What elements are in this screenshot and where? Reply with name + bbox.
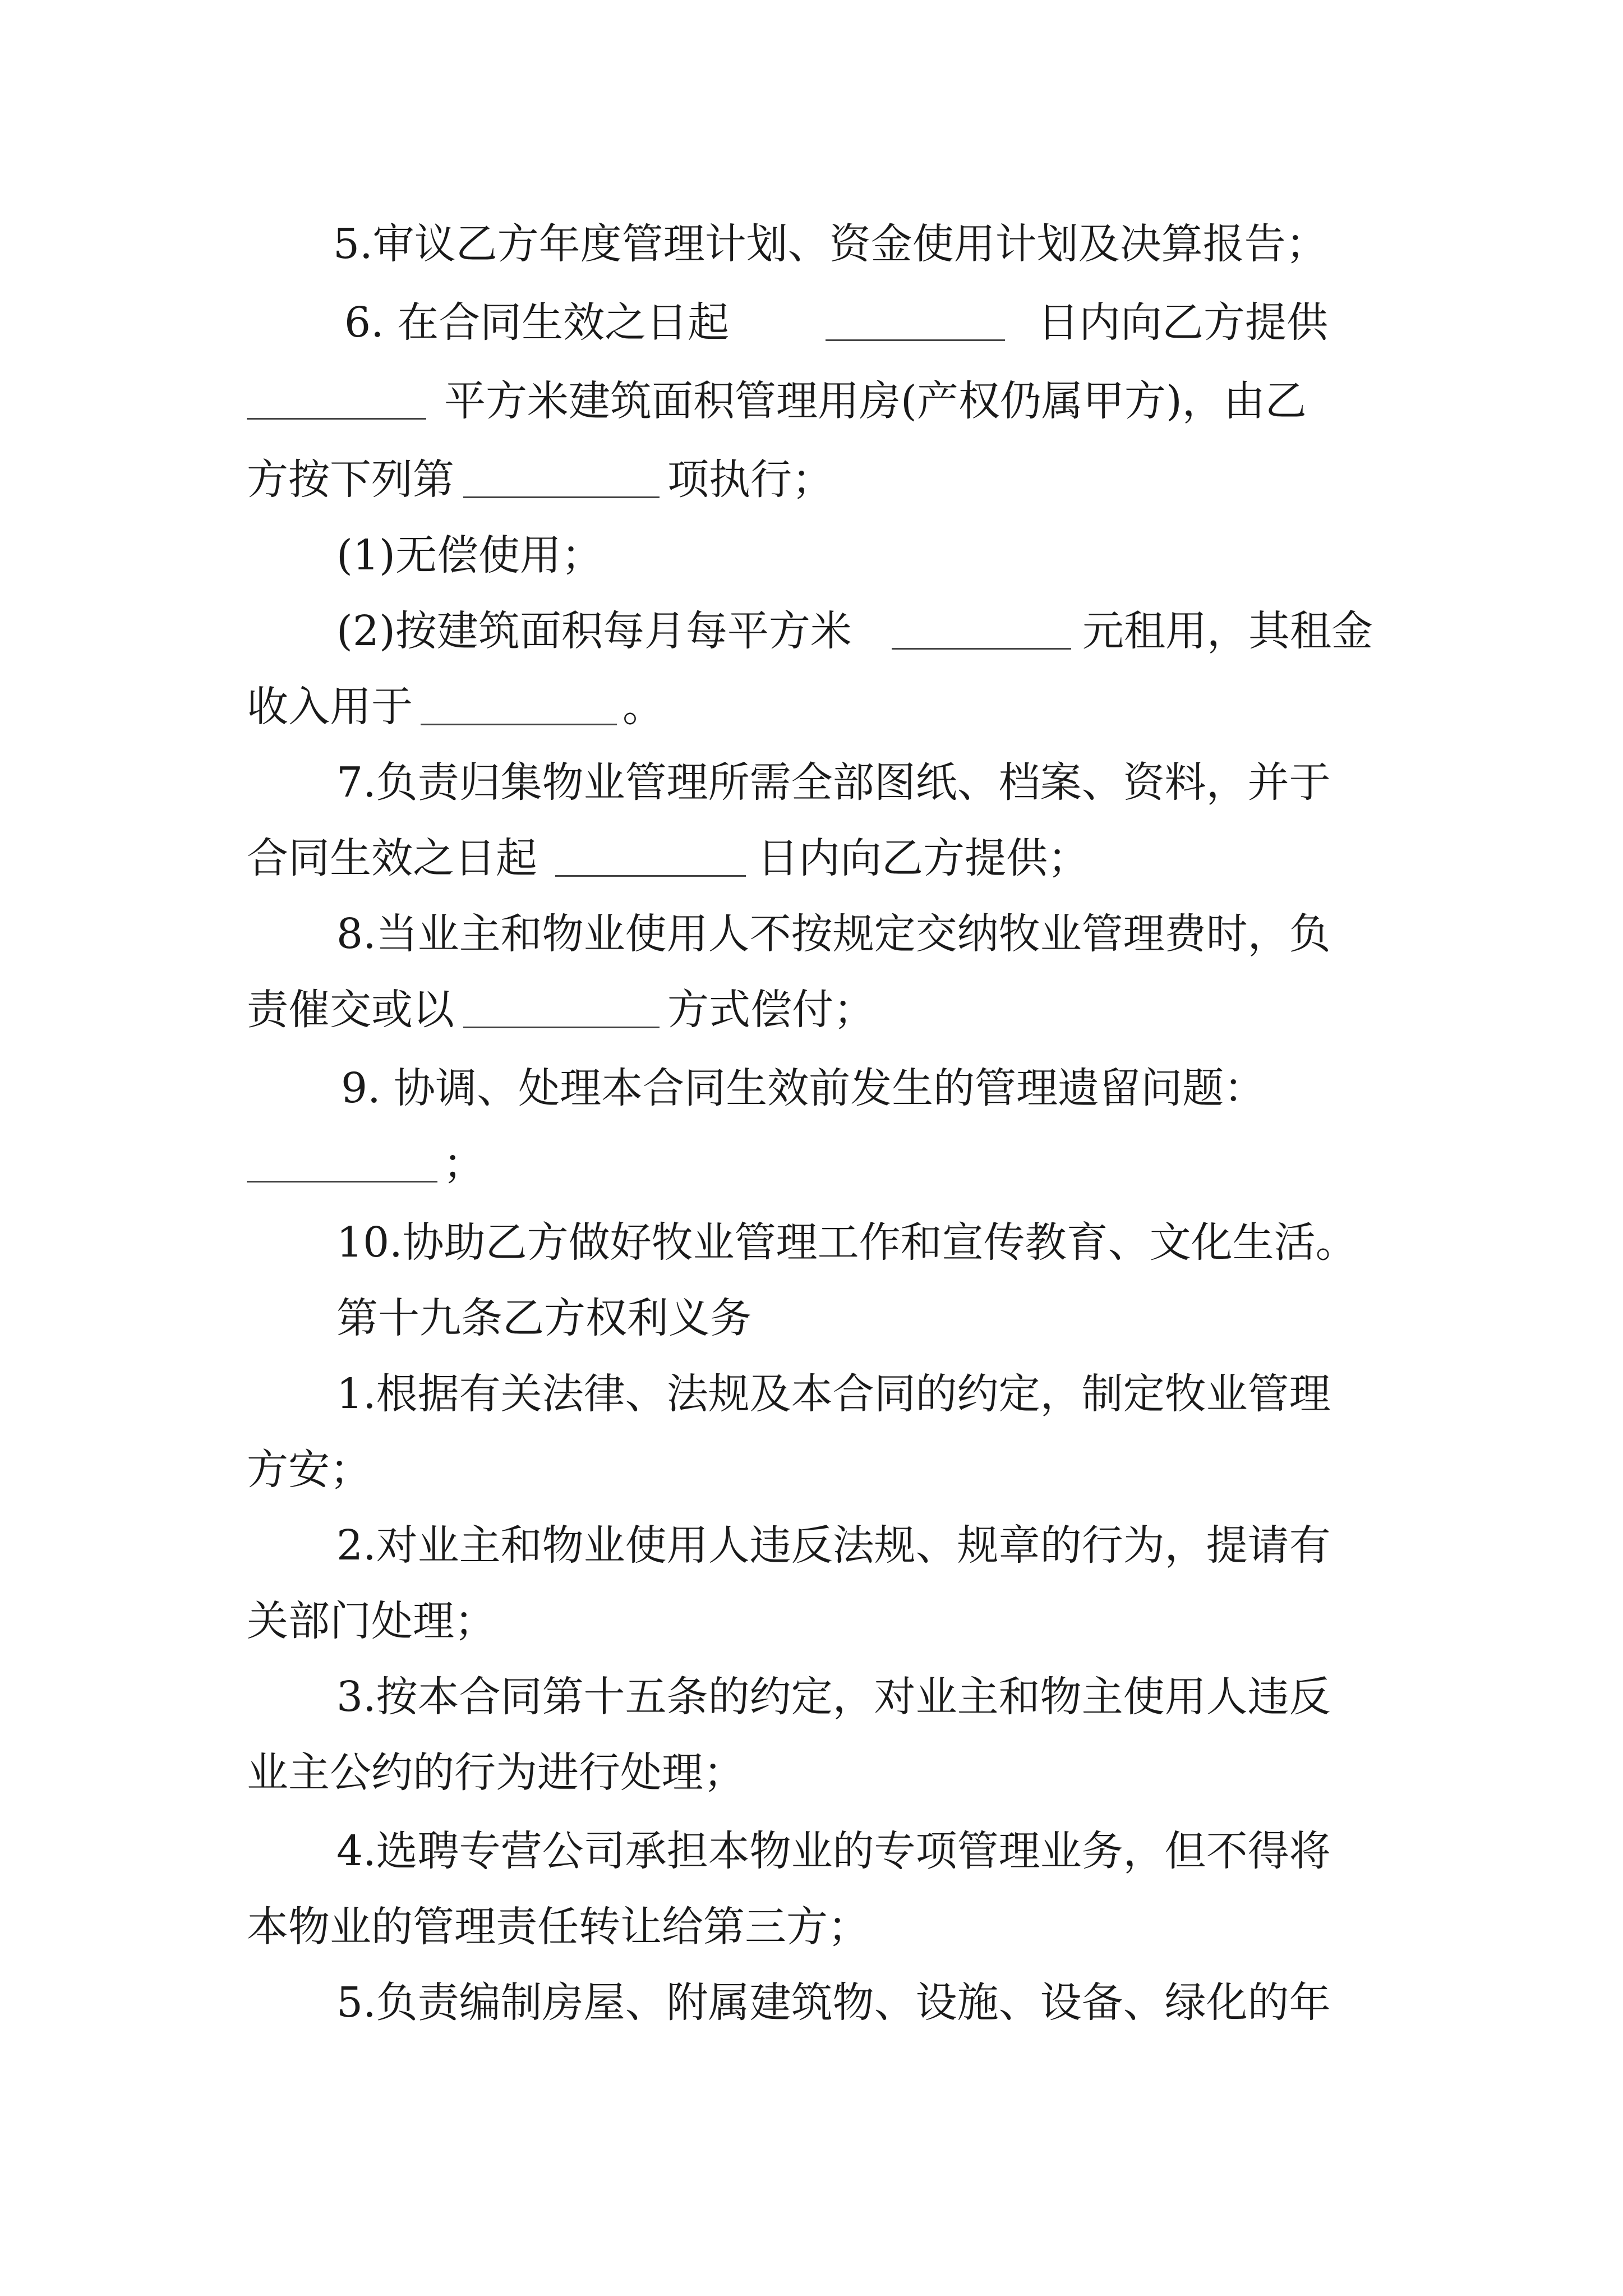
line-text: 业主公约的行为进行处理； [247, 1749, 745, 1797]
line-text: 责催交或以 [247, 986, 454, 1034]
line-text: 。 [623, 683, 664, 731]
fill-in-blank[interactable] [892, 614, 1071, 650]
line-text: 8.当业主和物业使用人不按规定交纳牧业管理费时，负 [336, 910, 1331, 958]
fill-in-blank[interactable] [463, 993, 660, 1028]
line-text: 9. 协调、处理本合同生效前发生的管理遗留问题： [341, 1064, 1266, 1112]
fill-in-blank[interactable] [247, 1147, 437, 1182]
line-text: 10.协助乙方做好牧业管理工作和宣传教育、文化生活。 [336, 1218, 1357, 1267]
fill-in-blank[interactable] [421, 690, 617, 725]
line-text: 5.负责编制房屋、附属建筑物、设施、设备、绿化的年 [336, 1978, 1331, 2027]
line-text: 平方米建筑面积管理用房(产权仍属甲方)，由乙 [444, 377, 1307, 425]
line-text: 日内向乙方提供 [1038, 298, 1328, 347]
line-text: (2)按建筑面积每月每平方米 [336, 607, 852, 655]
fill-in-blank[interactable] [463, 463, 660, 498]
line-text: (1)无偿使用； [336, 531, 603, 579]
line-text: 项执行； [667, 455, 833, 504]
line-text: 日内向乙方提供； [757, 834, 1089, 882]
line-text: 方式偿付； [667, 986, 875, 1034]
line-text: 第十九条乙方权利义务 [336, 1294, 751, 1342]
line-text: 本物业的管理责任转让给第三方； [247, 1903, 869, 1951]
fill-in-blank[interactable] [826, 306, 1005, 341]
line-text: 4.选聘专营公司承担本物业的专项管理业务，但不得将 [336, 1827, 1331, 1875]
line-text: 方按下列第 [247, 455, 454, 504]
line-text: ； [443, 1140, 485, 1188]
line-text: 2.对业主和物业使用人违反法规、规章的行为，提请有 [336, 1521, 1331, 1570]
fill-in-blank[interactable] [247, 384, 426, 420]
line-text: 3.按本合同第十五条的约定，对业主和物主使用人违反 [336, 1673, 1331, 1721]
line-text: 合同生效之日起 [247, 834, 537, 882]
line-text: 6. 在合同生效之日起 [344, 298, 730, 347]
line-text: 关部门处理； [247, 1597, 496, 1645]
line-text: 元租用，其租金 [1082, 607, 1373, 655]
line-text: 1.根据有关法律、法规及本合同的约定，制定牧业管理 [336, 1370, 1331, 1418]
line-text: 收入用于 [247, 683, 413, 731]
line-text: 5.审议乙方年度管理计划、资金使用计划及决算报告； [333, 220, 1327, 268]
line-text: 方安； [247, 1446, 371, 1494]
fill-in-blank[interactable] [555, 841, 746, 877]
line-text: 7.负责归集物业管理所需全部图纸、档案、资料，并于 [336, 758, 1331, 807]
